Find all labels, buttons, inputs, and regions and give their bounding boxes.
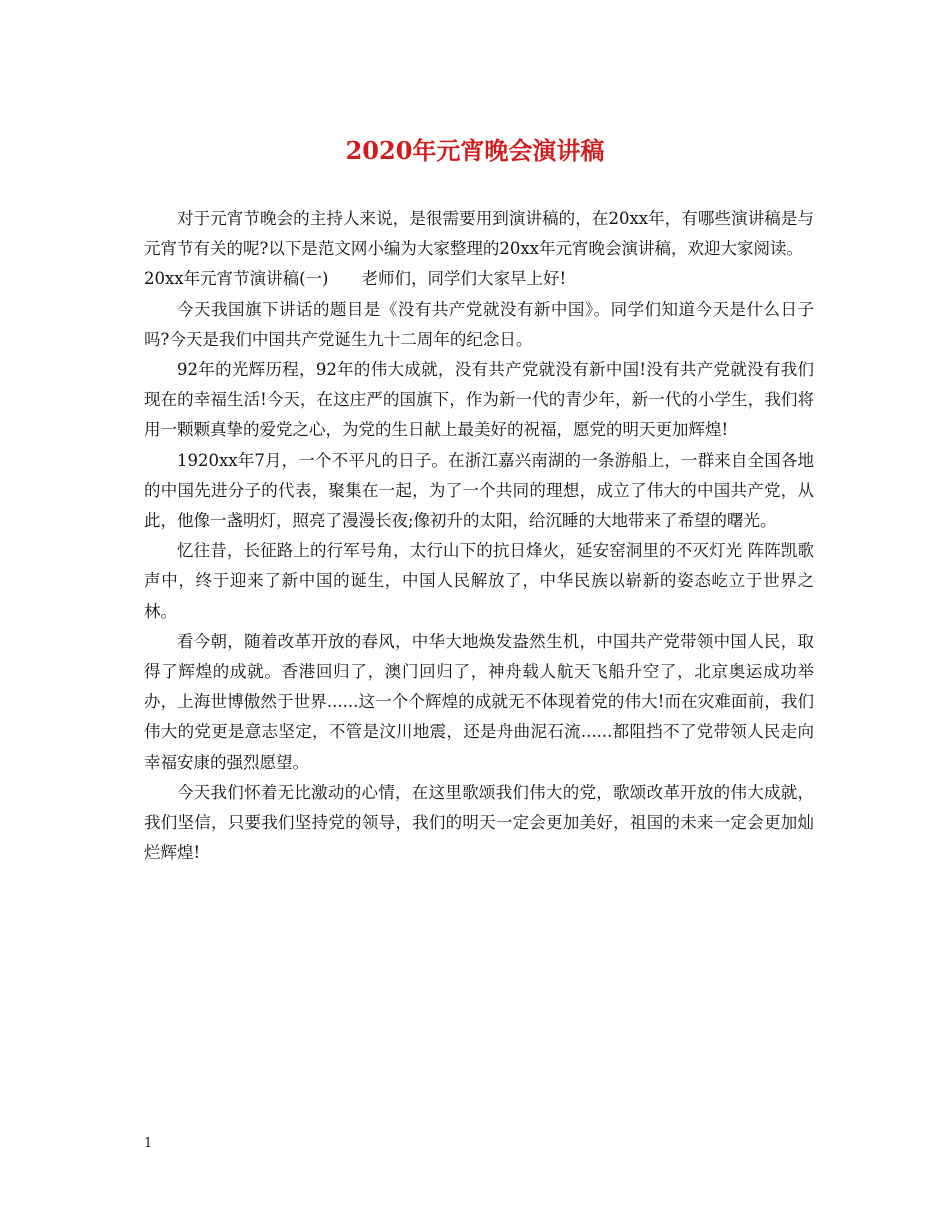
paragraph-topic: 今天我国旗下讲话的题目是《没有共产党就没有新中国》。同学们知道今天是什么日子吗?今天是我们中国共产党诞生九十二周年的纪念日。: [144, 299, 814, 349]
paragraph-past: 忆往昔，长征路上的行军号角，太行山下的抗日烽火，延安窑洞里的不灭灯光 阵阵凯歌声中，终于迎来了新中国的诞生，中国人民解放了，中华民族以崭新的姿态屹立于世界之林。: [144, 541, 814, 621]
paragraph-founding: 1920xx年7月，一个不平凡的日子。在浙江嘉兴南湖的一条游船上，一群来自全国各地的中国先进分子的代表，聚集在一起，为了一个共同的理想，成立了伟大的中国共产党，从此，他像一盏明灯，照亮了漫漫长夜;像初升的太阳，给沉睡的大地带来了希望的曙光。: [144, 450, 814, 531]
paragraph-speech-heading: 20xx年元宵节演讲稿(一) 老师们，同学们大家早上好!: [144, 269, 567, 289]
document-body: [144, 204, 814, 868]
paragraph-intro: 对于元宵节晚会的主持人来说，是很需要用到演讲稿的，在20xx年，有哪些演讲稿是与元宵节有关的呢?以下是范文网小编为大家整理的20xx年元宵晚会演讲稿，欢迎大家阅读。: [144, 209, 814, 259]
paragraph-present: 看今朝，随着改革开放的春风，中华大地焕发盎然生机，中国共产党带领中国人民，取得了辉煌的成就。香港回归了，澳门回归了，神舟载人航天飞船升空了，北京奥运成功举办，上海世博傲然于世界......这一个个辉煌的成就无不体现着党的伟大!而在灾难面前，我们伟大的党更是意志坚定，不管是汶川地震，还是舟曲泥石流......都阻挡不了党带领人民走向幸福安康的强烈愿望。: [144, 631, 814, 772]
paragraph-closing: 今天我们怀着无比激动的心情，在这里歌颂我们伟大的党，歌颂改革开放的伟大成就，我们坚信，只要我们坚持党的领导，我们的明天一定会更加美好，祖国的未来一定会更加灿烂辉煌!: [144, 782, 814, 863]
document-title: 2020年元宵晚会演讲稿: [345, 136, 605, 165]
paragraph-history: 92年的光辉历程，92年的伟大成就，没有共产党就没有新中国!没有共产党就没有我们现在的幸福生活!今天，在这庄严的国旗下，作为新一代的青少年，新一代的小学生，我们将用一颗颗真挚的爱党之心，为党的生日献上最美好的祝福，愿党的明天更加辉煌!: [144, 360, 814, 440]
page-number: 1: [144, 1136, 153, 1151]
